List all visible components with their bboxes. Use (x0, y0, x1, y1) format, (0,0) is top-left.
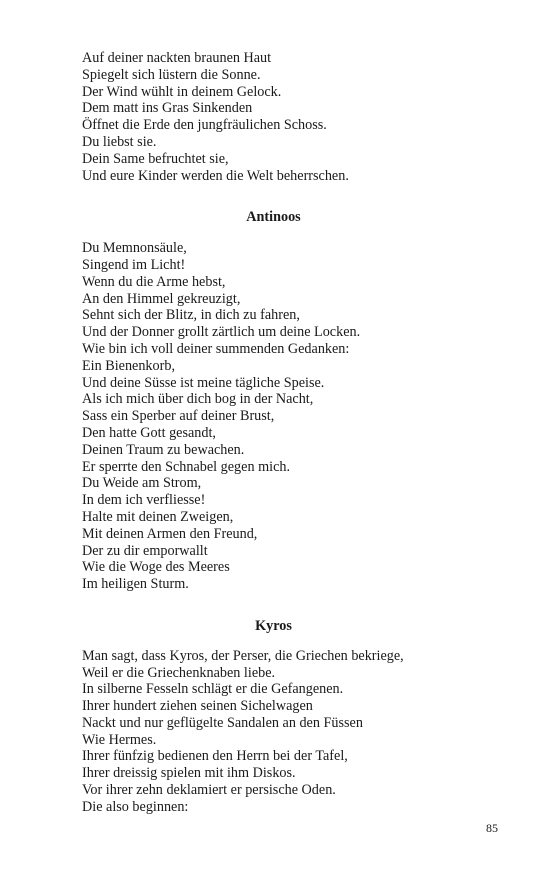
poem-line: Der zu dir emporwallt (82, 542, 208, 559)
poem-line: Öffnet die Erde den jungfräulichen Schoss. (82, 117, 327, 134)
poem-line: Nackt und nur geflügelte Sandalen an den Füssen (82, 714, 363, 731)
poem-line: Wie Hermes. (82, 731, 157, 748)
poem-line: Du Memnonsäule, (82, 240, 187, 257)
poem-title-antinoos: Antinoos (246, 209, 301, 226)
poem-line: Du Weide am Strom, (82, 475, 202, 492)
poem-line: Als ich mich über dich bog in der Nacht, (82, 391, 314, 408)
poem-stanza-antinoos (82, 240, 482, 593)
poem-line: Man sagt, dass Kyros, der Perser, die Griechen bekriege, (82, 647, 404, 664)
poem-line: Wenn du die Arme hebst, (82, 273, 226, 290)
poem-line: Vor ihrer zehn deklamiert er persische Oden. (82, 782, 336, 799)
poem-line: Die also beginnen: (82, 798, 189, 815)
poem-line: Deinen Traum zu bewachen. (82, 441, 245, 458)
poem-line: Im heiligen Sturm. (82, 576, 189, 593)
poem-line: An den Himmel gekreuzigt, (82, 290, 241, 307)
poem-line: Ihrer hundert ziehen seinen Sichelwagen (82, 698, 313, 715)
poem-title-kyros: Kyros (255, 617, 292, 634)
poem-line: Mit deinen Armen den Freund, (82, 525, 258, 542)
poem-line: Ihrer fünfzig bedienen den Herrn bei der Tafel, (82, 748, 348, 765)
poem-line: Auf deiner nackten braunen Haut (82, 50, 272, 66)
poem-line: Ein Bienenkorb, (82, 357, 175, 374)
poem-line: Sehnt sich der Blitz, in dich zu fahren, (82, 307, 300, 324)
poem-line: Wie die Woge des Meeres (82, 559, 230, 576)
poem-line: In dem ich verfliesse! (82, 492, 206, 509)
poem-line: Singend im Licht! (82, 256, 186, 273)
poem-continuation-stanza (82, 50, 482, 184)
poem-line: In silberne Fesseln schlägt er die Gefangenen. (82, 681, 344, 698)
poem-line: Ihrer dreissig spielen mit ihm Diskos. (82, 765, 296, 782)
poem-line: Weil er die Griechenknaben liebe. (82, 664, 276, 681)
poem-line: Er sperrte den Schnabel gegen mich. (82, 458, 291, 475)
poem-line: Spiegelt sich lüstern die Sonne. (82, 66, 261, 83)
poem-line: Der Wind wühlt in deinem Gelock. (82, 83, 282, 100)
poem-line: Und deine Süsse ist meine tägliche Speise. (82, 374, 325, 391)
poem-stanza-kyros (82, 648, 482, 816)
poem-line: Den hatte Gott gesandt, (82, 424, 216, 441)
poem-line: Dein Same befruchtet sie, (82, 150, 229, 167)
page-number: 85 (486, 821, 498, 835)
poem-line: Du liebst sie. (82, 133, 157, 150)
poem-line: Wie bin ich voll deiner summenden Gedanken: (82, 340, 350, 357)
poem-line: Sass ein Sperber auf deiner Brust, (82, 408, 275, 425)
poem-page (82, 50, 482, 816)
poem-line: Und eure Kinder werden die Welt beherrschen. (82, 167, 349, 184)
poem-line: Und der Donner grollt zärtlich um deine Locken. (82, 324, 361, 341)
poem-line: Dem matt ins Gras Sinkenden (82, 100, 253, 117)
poem-line: Halte mit deinen Zweigen, (82, 508, 234, 525)
